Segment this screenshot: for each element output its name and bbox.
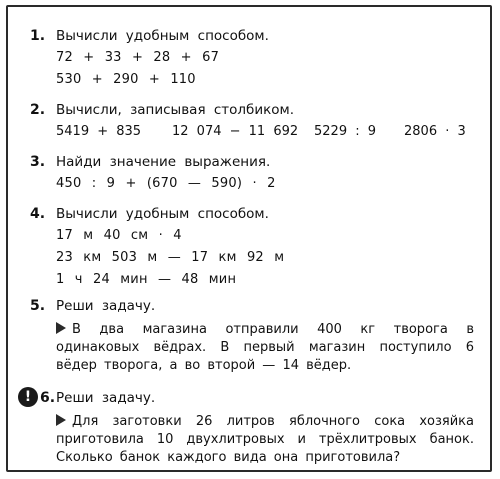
task-heading: Найди значение выражения. xyxy=(56,154,271,170)
triangle-marker-icon xyxy=(56,414,66,426)
expression-line: 450 : 9 + (670 — 590) · 2 xyxy=(56,176,276,191)
task-number: 4. xyxy=(30,206,46,222)
task-heading: Вычисли удобным способом. xyxy=(56,206,269,222)
exclamation-icon: ! xyxy=(18,387,38,407)
triangle-marker-icon xyxy=(56,322,66,334)
task-number: 1. xyxy=(30,28,46,44)
task-number: 3. xyxy=(30,154,46,170)
expression-line: 530 + 290 + 110 xyxy=(56,72,196,87)
expression-line: 17 м 40 см · 4 xyxy=(56,228,182,243)
task-heading: Реши задачу. xyxy=(56,298,156,314)
task-number: 6. xyxy=(40,390,56,406)
problem-statement: Для заготовки 26 литров яблочного сока хозяйка приготовила 10 двухлитровых и трёхлитровых банок. Сколько банок каждого вида она приготовила? xyxy=(56,414,474,465)
problem-statement: В два магазина отправили 400 кг творога в одинаковых вёдрах. В первый магазин поступило 6 вёдер творога, а во второй — 14 вёдер. xyxy=(56,322,474,373)
expression: 2806 · 3 xyxy=(404,124,466,139)
expression-line: 1 ч 24 мин — 48 мин xyxy=(56,272,237,287)
task-heading: Реши задачу. xyxy=(56,390,156,406)
task-heading: Вычисли удобным способом. xyxy=(56,28,269,44)
task-number: 5. xyxy=(30,298,46,314)
expression: 12 074 − 11 692 xyxy=(172,124,299,139)
task-heading: Вычисли, записывая столбиком. xyxy=(56,102,295,118)
problem-text xyxy=(56,321,474,375)
expression-line: 72 + 33 + 28 + 67 xyxy=(56,50,220,65)
expression-line: 23 км 503 м — 17 км 92 м xyxy=(56,250,285,265)
worksheet-page xyxy=(6,5,492,472)
task-number: 2. xyxy=(30,102,46,118)
expression: 5229 : 9 xyxy=(314,124,376,139)
problem-text xyxy=(56,413,474,467)
expression: 5419 + 835 xyxy=(56,124,142,139)
